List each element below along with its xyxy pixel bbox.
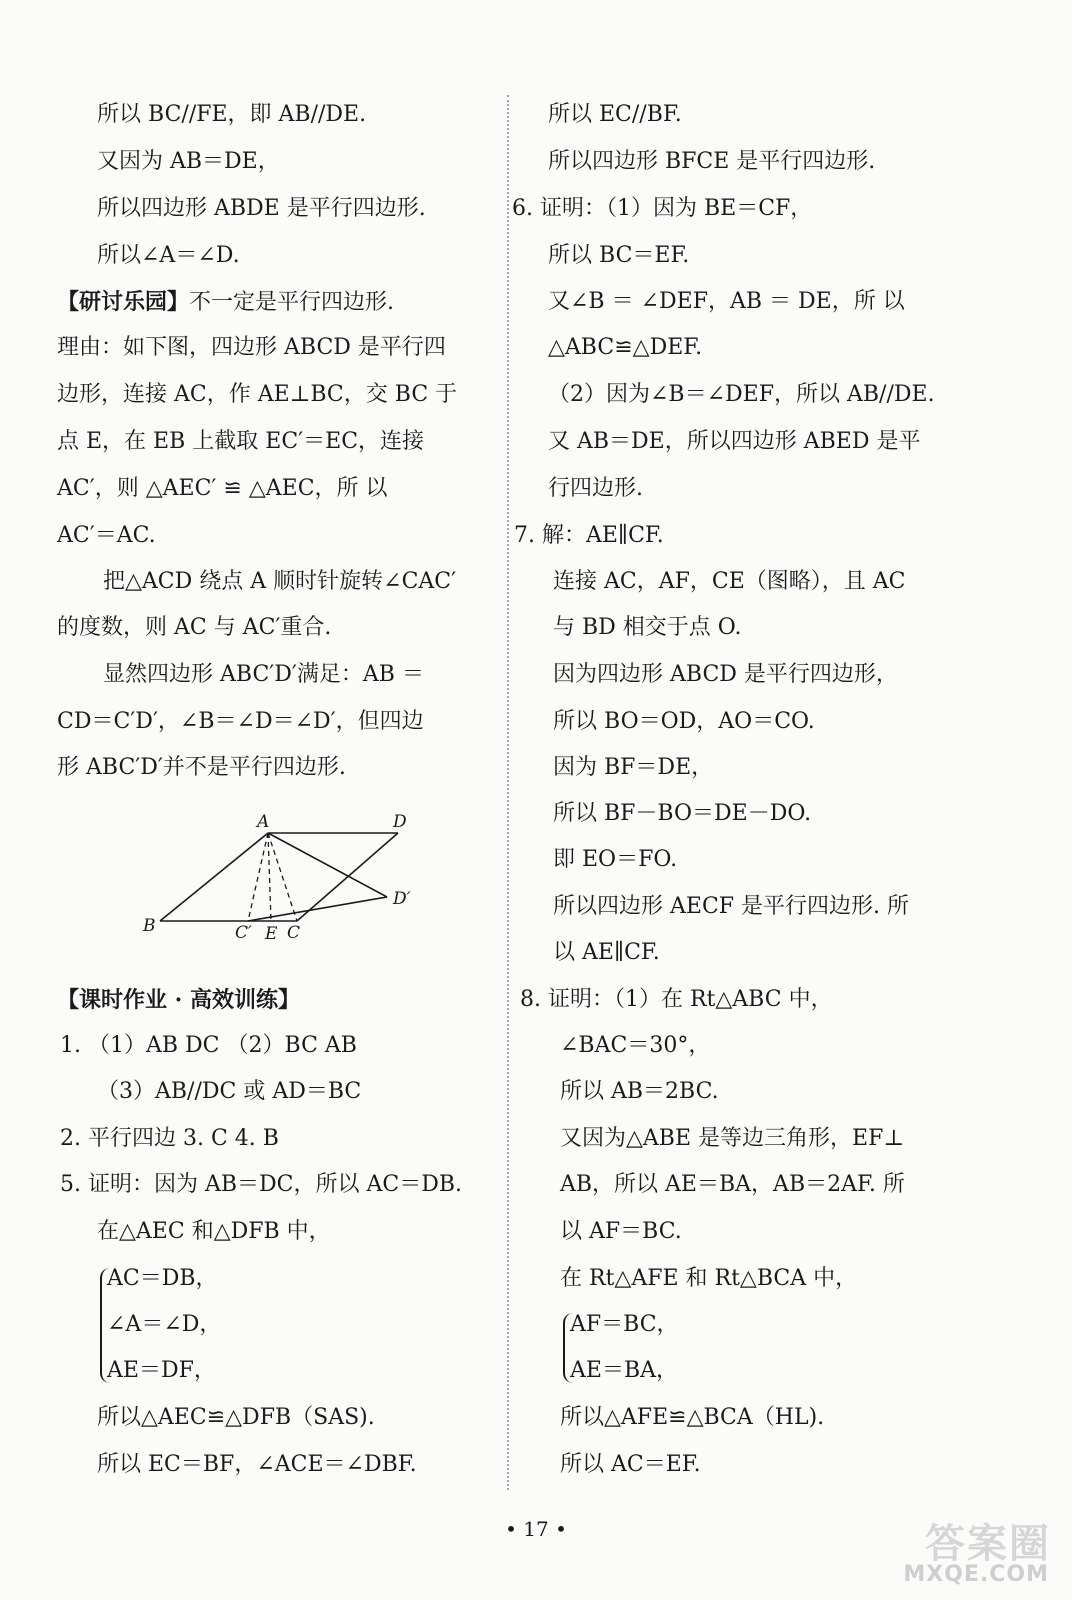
text-line: 在 Rt△AFE 和 Rt△BCA 中， (560, 1266, 858, 1291)
text-line: 显然四边形 ABC′D′满足：AB ＝ (103, 662, 424, 687)
column-divider (507, 95, 509, 1490)
text-line: 边形，连接 AC，作 AE⊥BC，交 BC 于 (57, 382, 458, 407)
text-line: 【课时作业 · 高效训练】 (57, 987, 300, 1013)
text-line: （2）因为∠B＝∠DEF，所以 AB//DE. (548, 382, 935, 407)
edge-cd (297, 833, 398, 921)
label-cp: C′ (235, 923, 252, 943)
section-heading: 【研讨乐园】 (57, 289, 190, 315)
label-b: B (143, 916, 156, 936)
parallelogram-figure (135, 805, 425, 955)
text-line: AE＝DF， (107, 1358, 216, 1383)
text-line: 所以 AC＝EF. (560, 1452, 701, 1477)
text-line: 所以四边形 ABDE 是平行四边形. (97, 196, 426, 221)
dashed-ae (268, 833, 271, 921)
label-a: A (257, 812, 270, 832)
text-line: 所以 EC＝BF，∠ACE＝∠DBF. (97, 1452, 417, 1477)
watermark-text: 答案圈 (925, 1521, 1051, 1567)
system-brace-right (563, 1313, 575, 1383)
label-dp: D′ (393, 889, 411, 909)
text-line: 因为四边形 ABCD 是平行四边形， (553, 662, 898, 687)
text-line: 所以∠A＝∠D. (97, 243, 240, 268)
system-brace-left (100, 1268, 112, 1383)
text-line: 2. 平行四边 3. C 4. B (60, 1126, 279, 1151)
text-line: 把△ACD 绕点 A 顺时针旋转∠CAC′ (103, 569, 457, 594)
text-line: 又因为 AB＝DE， (97, 149, 280, 174)
edge-cpdp (248, 897, 387, 921)
text-line: 所以 BC//FE，即 AB//DE. (97, 102, 367, 127)
text-line: 点 E，在 EB 上截取 EC′＝EC，连接 (57, 429, 425, 454)
text-line: 在△AEC 和△DFB 中， (97, 1219, 331, 1244)
text-line: 以 AE∥CF. (553, 940, 660, 965)
text-line: 5. 证明：因为 AB＝DC，所以 AC＝DB. (60, 1172, 463, 1197)
text-line: AF＝BC， (570, 1312, 679, 1337)
text-line: 7. 解：AE∥CF. (514, 523, 664, 548)
label-e: E (265, 924, 278, 944)
text-line: 所以 EC//BF. (548, 102, 682, 127)
text-line: AC′＝AC. (57, 523, 156, 548)
edge-ab (160, 833, 268, 921)
text-line: 与 BD 相交于点 O. (553, 615, 742, 640)
text-line: 所以 AB＝2BC. (560, 1079, 719, 1104)
text-line: △ABC≌△DEF. (548, 335, 703, 360)
text-line: 又∠B ＝ ∠DEF，AB ＝ DE，所 以 (548, 289, 905, 314)
text-line: 所以△AFE≌△BCA（HL). (560, 1405, 825, 1430)
text-line: （3）AB//DC 或 AD＝BC (97, 1079, 362, 1104)
watermark-url: MXQE.COM (903, 1562, 1049, 1587)
text-line: 因为 BF＝DE， (553, 755, 714, 780)
text-line: 所以四边形 AECF 是平行四边形. 所 (553, 894, 910, 919)
text-line: 行四边形. (548, 476, 643, 501)
text-line: ∠A＝∠D， (107, 1312, 222, 1337)
text-line: 8. 证明：（1）在 Rt△ABC 中， (520, 987, 833, 1012)
text-line: AC＝DB， (107, 1266, 218, 1291)
text-line: 形 ABC′D′并不是平行四边形. (57, 755, 346, 780)
text-line: 连接 AC，AF，CE（图略），且 AC (553, 569, 906, 594)
text-line: ∠BAC＝30°， (560, 1033, 711, 1058)
text-line: AE＝BA， (570, 1358, 679, 1383)
text-line: CD＝C′D′，∠B＝∠D＝∠D′，但四边 (57, 709, 424, 734)
text-line: 所以 BC＝EF. (548, 243, 690, 268)
text-line: 所以△AEC≌△DFB（SAS). (97, 1405, 375, 1430)
text-line: 又 AB＝DE，所以四边形 ABED 是平 (548, 429, 921, 454)
text-line: AB，所以 AE＝BA，AB＝2AF. 所 (560, 1172, 905, 1197)
text-line: 所以 BF－BO＝DE－DO. (553, 801, 812, 826)
text-line: AC′，则 △AEC′ ≌ △AEC，所 以 (57, 476, 388, 501)
text-line: 的度数，则 AC 与 AC′重合. (57, 615, 332, 640)
text-line: 6. 证明：（1）因为 BE＝CF， (512, 196, 813, 221)
text-line: 1. （1）AB DC （2）BC AB (60, 1033, 357, 1058)
text-line: 所以四边形 BFCE 是平行四边形. (548, 149, 876, 174)
label-d: D (393, 812, 407, 832)
label-c: C (287, 923, 301, 943)
text-line: 又因为△ABE 是等边三角形，EF⊥ (560, 1126, 905, 1151)
text-line: 即 EO＝FO. (553, 847, 678, 872)
text-line: 以 AF＝BC. (560, 1219, 682, 1244)
text-line: 所以 BO＝OD，AO＝CO. (553, 709, 815, 734)
watermark-logo (857, 1512, 1057, 1592)
text-line: 理由：如下图，四边形 ABCD 是平行四 (57, 335, 446, 360)
text-line: 【研讨乐园】不一定是平行四边形. (57, 289, 395, 315)
page-number: • 17 • (505, 1517, 567, 1541)
